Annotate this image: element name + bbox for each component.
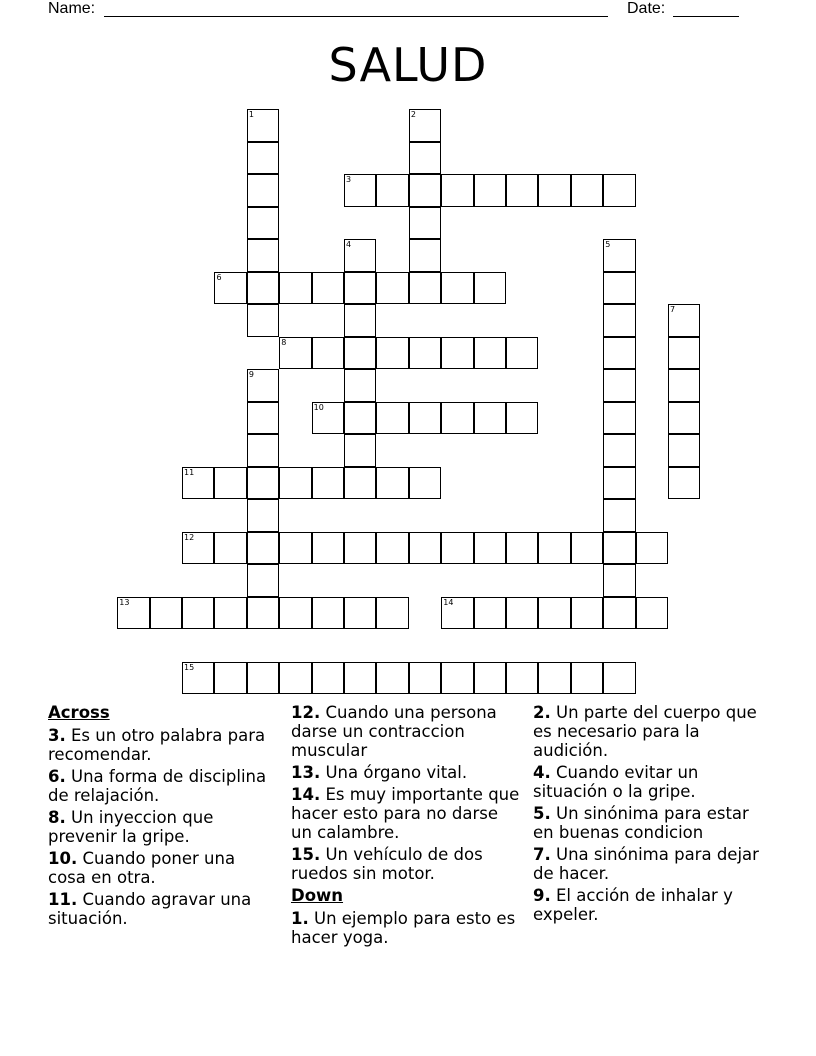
down-heading: Down xyxy=(291,886,344,905)
crossword-cell[interactable] xyxy=(247,662,279,695)
crossword-cell[interactable] xyxy=(603,272,635,305)
clue-down-7 xyxy=(533,845,773,883)
cell-number: 8 xyxy=(281,337,287,347)
clue-across-12 xyxy=(291,703,521,760)
crossword-cell[interactable] xyxy=(344,174,376,207)
across-heading: Across xyxy=(48,703,110,722)
crossword-cell[interactable] xyxy=(247,207,279,240)
crossword-cell[interactable] xyxy=(247,239,279,272)
crossword-cell[interactable] xyxy=(409,402,441,435)
clue-across-14 xyxy=(291,785,521,842)
clue-down-9 xyxy=(533,886,773,924)
crossword-cell[interactable] xyxy=(538,597,570,630)
crossword-cell[interactable] xyxy=(409,272,441,305)
clue-text: Un parte del cuerpo que es necesario para la audición. xyxy=(533,703,757,760)
crossword-cell[interactable] xyxy=(441,597,473,630)
crossword-cell[interactable] xyxy=(636,597,668,630)
crossword-cell[interactable] xyxy=(247,564,279,597)
crossword-cell[interactable] xyxy=(247,304,279,337)
crossword-cell[interactable] xyxy=(344,662,376,695)
crossword-cell[interactable] xyxy=(441,337,473,370)
crossword-cell[interactable] xyxy=(441,174,473,207)
cell-number: 14 xyxy=(443,597,454,607)
cell-number: 15 xyxy=(184,662,195,672)
crossword-cell[interactable] xyxy=(636,532,668,565)
crossword-cell[interactable] xyxy=(214,532,246,565)
cell-number: 4 xyxy=(346,240,352,250)
crossword-cell[interactable] xyxy=(668,434,700,467)
crossword-cell[interactable] xyxy=(474,337,506,370)
clue-number: 2. xyxy=(533,703,551,722)
crossword-cell[interactable] xyxy=(538,532,570,565)
cell-number: 7 xyxy=(670,305,676,315)
crossword-cell[interactable] xyxy=(409,174,441,207)
clue-number: 13. xyxy=(291,763,321,782)
crossword-cell[interactable] xyxy=(409,662,441,695)
cell-number: 5 xyxy=(605,240,611,250)
cell-number: 3 xyxy=(346,175,352,185)
clue-number: 8. xyxy=(48,808,66,827)
crossword-cell[interactable] xyxy=(279,272,311,305)
crossword-cell[interactable] xyxy=(603,369,635,402)
crossword-cell[interactable] xyxy=(182,597,214,630)
clue-text: Es un otro palabra para recomendar. xyxy=(48,726,266,764)
crossword-cell[interactable] xyxy=(344,434,376,467)
crossword-cell[interactable] xyxy=(603,662,635,695)
crossword-cell[interactable] xyxy=(474,174,506,207)
clue-across-13 xyxy=(291,763,521,782)
crossword-cell[interactable] xyxy=(409,109,441,142)
clue-number: 14. xyxy=(291,785,321,804)
crossword-cell[interactable] xyxy=(603,597,635,630)
crossword-cell[interactable] xyxy=(376,467,408,500)
crossword-cell[interactable] xyxy=(279,532,311,565)
crossword-cell[interactable] xyxy=(506,174,538,207)
cell-number: 12 xyxy=(184,532,195,542)
clue-text: Cuando una persona darse un contraccion muscular xyxy=(291,703,497,760)
crossword-cell[interactable] xyxy=(409,337,441,370)
clue-down-1 xyxy=(291,909,521,947)
crossword-cell[interactable] xyxy=(506,597,538,630)
cell-number: 1 xyxy=(248,110,254,120)
crossword-cell[interactable] xyxy=(312,467,344,500)
crossword-cell[interactable] xyxy=(603,174,635,207)
crossword-cell[interactable] xyxy=(182,532,214,565)
crossword-cell[interactable] xyxy=(247,174,279,207)
crossword-cell[interactable] xyxy=(344,369,376,402)
crossword-cell[interactable] xyxy=(312,402,344,435)
clue-across-10 xyxy=(48,849,278,887)
cell-number: 6 xyxy=(216,272,222,282)
crossword-cell[interactable] xyxy=(603,434,635,467)
crossword-cell[interactable] xyxy=(279,337,311,370)
clue-down-4 xyxy=(533,763,773,801)
clue-text: Una órgano vital. xyxy=(320,763,468,782)
crossword-cell[interactable] xyxy=(571,174,603,207)
clue-across-15 xyxy=(291,845,521,883)
clue-number: 5. xyxy=(533,804,551,823)
crossword-cell[interactable] xyxy=(214,662,246,695)
crossword-cell[interactable] xyxy=(344,467,376,500)
cell-number: 10 xyxy=(313,402,324,412)
crossword-cell[interactable] xyxy=(376,272,408,305)
clue-number: 6. xyxy=(48,767,66,786)
crossword-cell[interactable] xyxy=(376,532,408,565)
crossword-cell[interactable] xyxy=(214,597,246,630)
crossword-cell[interactable] xyxy=(603,499,635,532)
clue-text: Un ejemplo para esto es hacer yoga. xyxy=(291,909,516,947)
crossword-cell[interactable] xyxy=(279,597,311,630)
clue-text: Cuando poner una cosa en otra. xyxy=(48,849,236,887)
clue-text: Una forma de disciplina de relajación. xyxy=(48,767,267,805)
date-label: Date: xyxy=(627,0,666,17)
crossword-cell[interactable] xyxy=(376,174,408,207)
crossword-cell[interactable] xyxy=(344,304,376,337)
crossword-cell[interactable] xyxy=(182,467,214,500)
crossword-cell[interactable] xyxy=(376,597,408,630)
crossword-cell[interactable] xyxy=(474,662,506,695)
clue-number: 15. xyxy=(291,845,321,864)
crossword-cell[interactable] xyxy=(571,662,603,695)
name-label: Name: xyxy=(48,0,96,17)
crossword-cell[interactable] xyxy=(538,174,570,207)
crossword-cell[interactable] xyxy=(538,662,570,695)
cell-number: 11 xyxy=(184,467,195,477)
crossword-cell[interactable] xyxy=(376,662,408,695)
puzzle-title: SALUD xyxy=(328,38,488,92)
clue-across-3 xyxy=(48,726,278,764)
clue-number: 1. xyxy=(291,909,309,928)
clue-number: 10. xyxy=(48,849,78,868)
crossword-cell[interactable] xyxy=(603,304,635,337)
crossword-cell[interactable] xyxy=(603,402,635,435)
crossword-cell[interactable] xyxy=(409,239,441,272)
crossword-cell[interactable] xyxy=(441,402,473,435)
crossword-cell[interactable] xyxy=(376,337,408,370)
clue-text: Una sinónima para dejar de hacer. xyxy=(533,845,759,883)
crossword-cell[interactable] xyxy=(117,597,149,630)
crossword-cell[interactable] xyxy=(506,532,538,565)
crossword-cell[interactable] xyxy=(279,467,311,500)
crossword-cell[interactable] xyxy=(344,532,376,565)
crossword-cell[interactable] xyxy=(603,564,635,597)
crossword-cell[interactable] xyxy=(312,337,344,370)
crossword-cell[interactable] xyxy=(247,467,279,500)
crossword-cell[interactable] xyxy=(312,532,344,565)
crossword-cell[interactable] xyxy=(441,532,473,565)
crossword-cell[interactable] xyxy=(603,532,635,565)
clue-text: Un inyeccion que prevenir la gripe. xyxy=(48,808,214,846)
crossword-cell[interactable] xyxy=(409,467,441,500)
crossword-cell[interactable] xyxy=(150,597,182,630)
crossword-cell[interactable] xyxy=(441,662,473,695)
crossword-cell[interactable] xyxy=(344,239,376,272)
crossword-cell[interactable] xyxy=(344,402,376,435)
crossword-cell[interactable] xyxy=(312,272,344,305)
crossword-cell[interactable] xyxy=(474,402,506,435)
crossword-cell[interactable] xyxy=(506,402,538,435)
clue-number: 3. xyxy=(48,726,66,745)
clue-number: 11. xyxy=(48,890,78,909)
crossword-cell[interactable] xyxy=(344,272,376,305)
crossword-cell[interactable] xyxy=(247,402,279,435)
clue-across-8 xyxy=(48,808,278,846)
crossword-cell[interactable] xyxy=(474,272,506,305)
crossword-cell[interactable] xyxy=(668,402,700,435)
crossword-cell[interactable] xyxy=(247,597,279,630)
clue-text: El acción de inhalar y expeler. xyxy=(533,886,733,924)
crossword-cell[interactable] xyxy=(668,369,700,402)
clues-column-1 xyxy=(48,703,278,931)
crossword-cell[interactable] xyxy=(247,142,279,175)
clue-number: 9. xyxy=(533,886,551,905)
crossword-cell[interactable] xyxy=(668,467,700,500)
clue-text: Un vehículo de dos ruedos sin motor. xyxy=(291,845,483,883)
crossword-cell[interactable] xyxy=(668,304,700,337)
clue-across-6 xyxy=(48,767,278,805)
crossword-cell[interactable] xyxy=(214,467,246,500)
crossword-cell[interactable] xyxy=(603,239,635,272)
clue-number: 4. xyxy=(533,763,551,782)
crossword-cell[interactable] xyxy=(247,532,279,565)
crossword-cell[interactable] xyxy=(441,272,473,305)
clue-text: Es muy importante que hacer esto para no darse un calambre. xyxy=(291,785,520,842)
crossword-cell[interactable] xyxy=(247,109,279,142)
crossword-cell[interactable] xyxy=(474,597,506,630)
clue-number: 12. xyxy=(291,703,321,722)
cell-number: 2 xyxy=(410,110,416,120)
crossword-cell[interactable] xyxy=(247,272,279,305)
crossword-cell[interactable] xyxy=(279,662,311,695)
clue-text: Un sinónima para estar en buenas condicion xyxy=(533,804,749,842)
crossword-cell[interactable] xyxy=(668,337,700,370)
crossword-cell[interactable] xyxy=(247,434,279,467)
crossword-cell[interactable] xyxy=(247,499,279,532)
clue-text: Cuando agravar una situación. xyxy=(48,890,252,928)
cell-number: 9 xyxy=(248,370,254,380)
crossword-cell[interactable] xyxy=(312,597,344,630)
crossword-cell[interactable] xyxy=(603,337,635,370)
clue-text: Cuando evitar un situación o la gripe. xyxy=(533,763,699,801)
crossword-cell[interactable] xyxy=(344,597,376,630)
clues-column-2 xyxy=(291,703,521,950)
crossword-cell[interactable] xyxy=(312,662,344,695)
crossword-cell[interactable] xyxy=(506,337,538,370)
clue-across-11 xyxy=(48,890,278,928)
crossword-cell[interactable] xyxy=(506,662,538,695)
clue-down-5 xyxy=(533,804,773,842)
clues-column-3 xyxy=(533,703,773,927)
crossword-cell[interactable] xyxy=(571,532,603,565)
crossword-cell[interactable] xyxy=(409,532,441,565)
crossword-cell[interactable] xyxy=(571,597,603,630)
crossword-cell[interactable] xyxy=(376,402,408,435)
crossword-cell[interactable] xyxy=(344,337,376,370)
crossword-cell[interactable] xyxy=(214,272,246,305)
clue-down-2 xyxy=(533,703,773,760)
crossword-cell[interactable] xyxy=(474,532,506,565)
crossword-cell[interactable] xyxy=(603,467,635,500)
crossword-cell[interactable] xyxy=(247,369,279,402)
crossword-cell[interactable] xyxy=(182,662,214,695)
clue-number: 7. xyxy=(533,845,551,864)
cell-number: 13 xyxy=(119,597,130,607)
crossword-cell[interactable] xyxy=(409,142,441,175)
crossword-cell[interactable] xyxy=(409,207,441,240)
